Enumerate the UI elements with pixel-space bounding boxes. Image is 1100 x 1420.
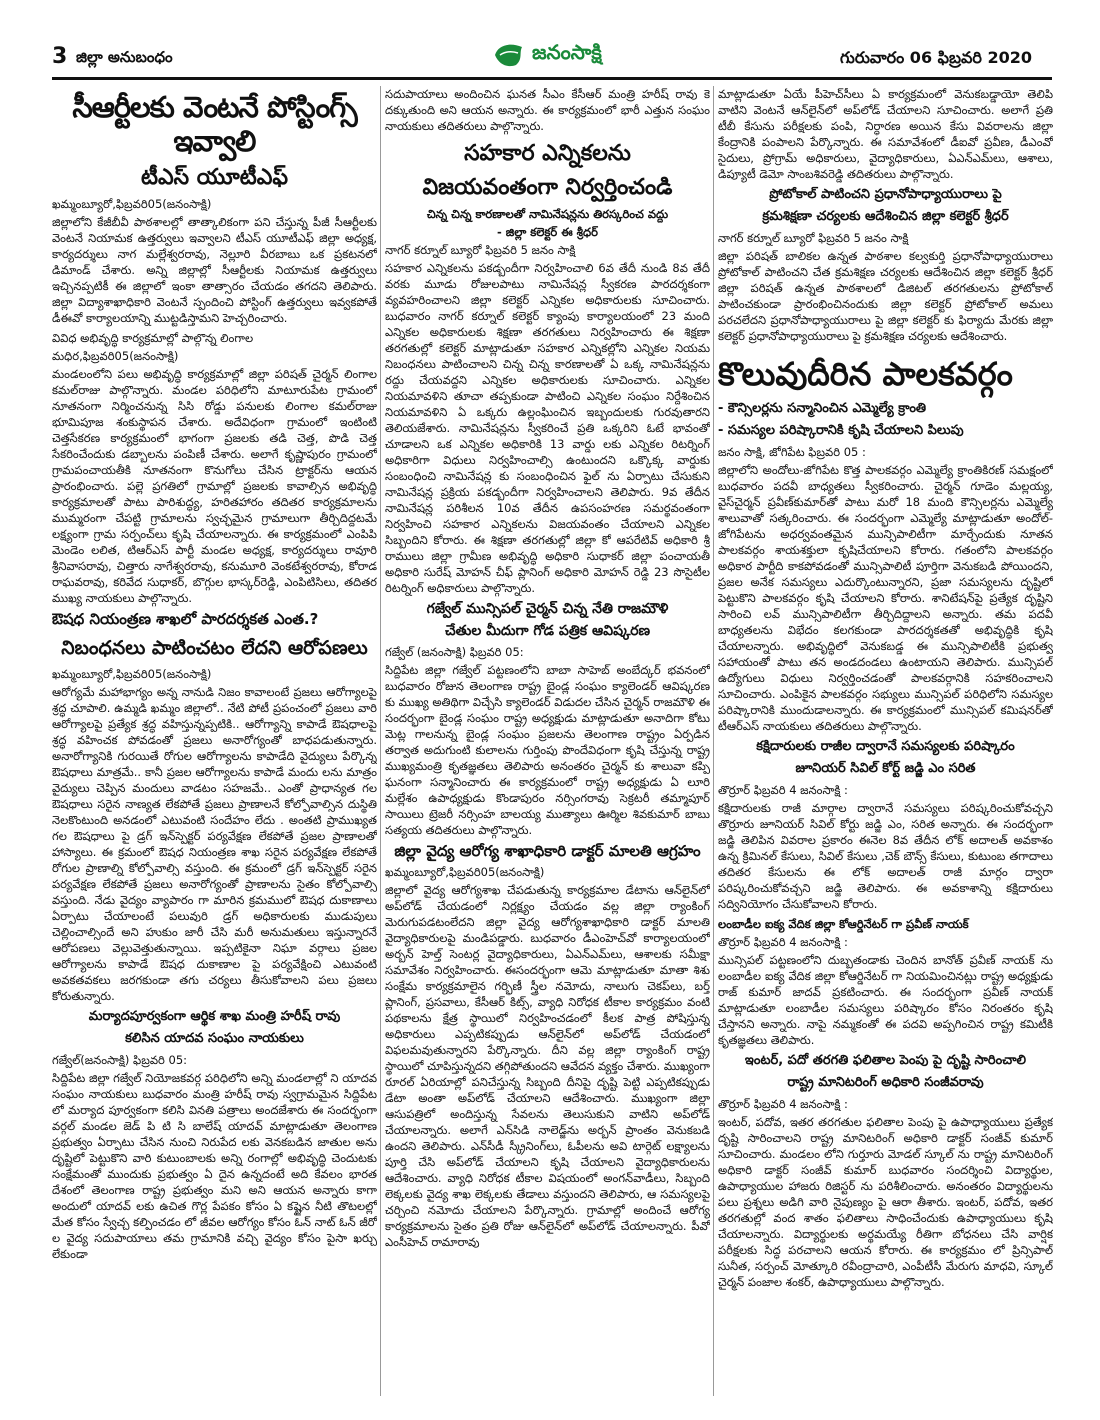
article-new-council — [718, 354, 1053, 734]
newspaper-logo — [492, 40, 602, 69]
section-name: జిల్లా అనుబంధం — [76, 48, 173, 66]
subhead-small: లంబాడీల ఐక్య వేదిక జిల్లా కోఆర్డినేటర్ గా ప్రవీణ్ నాయక్ — [718, 917, 969, 931]
subhead: నిబంధనలు పాటించటం లేదని ఆరోపణలు — [61, 637, 368, 659]
headline: జిల్లా వైద్య ఆరోగ్య శాఖాధికారి డాక్టర్ మాలతి ఆగ్రహం — [394, 842, 701, 860]
column-2 — [385, 86, 710, 1396]
headline: కక్షిదారులకు రాజీల ద్వారానే సమస్యలకు పరిష్కారం — [756, 739, 1015, 754]
dateline: జనం సాక్షి, జోగిపేట ఫిబ్రవరి 05 : — [718, 445, 866, 459]
dateline: నాగర్ కర్నూల్ బ్యూరో ఫిబ్రవరి 5 జనం సాక్షి — [718, 231, 909, 245]
page-number: 3 — [52, 44, 68, 69]
column-1 — [52, 86, 377, 1396]
article-body: కక్షిదారులకు రాజీ మార్గాల ద్వారానే సమస్యలు పరిష్కరించుకోవచ్చని తొర్రూరు జూనియర్ సివిల్ కోర్టు జడ్జి ఎం, సరిత అన్నారు. ఈ సందర్భంగా జడ్జి తెలిపిన వివరాల ప్రకారం ఈనెల 8వ తేదీన లోక్ అదాలత్ అవకాశం ఉన్న క్రిమినల్ కేసులు, సివిల్ కేసులు ,చెక్ బౌన్స్ కేసులు, కుటుంబ తగాదాలు తదితర కేసులను ఈ లోక్ అదాలత్ రాజీ మార్గం ద్వారా పరిష్కరించుకోవచ్చని జడ్జి తెలిపారు. ఈ అవకాశాన్ని కక్షిదారులు సద్వినియోగం చేసుకోవాలని కోరారు. — [718, 801, 1053, 911]
article-body: మున్సిపల్ పట్టణంలోని దుబ్బతండాకు చెందిన బానోత్ ప్రవీణ్ నాయక్ ను లంబాడీల ఐక్య వేదిక జిల్లా కోఆర్డినేటర్ గా నియమించినట్లు రాష్ట్ర అధ్యక్షుడు రాజ్ కుమార్ జాదవ్ ప్రకటించారు. ఈ సందర్భంగా ప్రవీణ్ నాయక్ మాట్లాడుతూ లంబాడీల సమస్యలు పరిష్కారం కోసం నిరంతరం కృషి చేస్తానని అన్నారు. నాపై నమ్మకంతో ఈ పదవి అప్పగించిన రాష్ట్ర కమిటీకి కృతజ్ఞతలు తెలిపారు. — [718, 953, 1053, 1047]
dateline: ఖమ్మంబ్యూరో,ఫిబ్రవరి05(జనంసాక్షి) — [52, 667, 212, 681]
issue-date: గురువారం 06 ఫిబ్రవరి 2020 — [839, 48, 1032, 67]
continued-text: సదుపాయాలు అందించిన ఘనత సీఎం కేసీఆర్ మంత్రి హరీష్ రావు కె దక్కుతుంది అని ఆయన అన్నారు. ఈ కార్యక్రమంలో భారీ ఎత్తున సంఘం నాయకులు తదితరులు పాల్గొన్నారు. — [385, 87, 710, 133]
subhead-small: వివిధ అభివృద్ధి కార్యక్రమాల్లో పాల్గొన్న లింగాల — [52, 331, 254, 345]
dateline: ఖమ్మంబ్యూరో,ఫిబ్రవరి05(జనంసాక్షి) — [52, 197, 212, 211]
article-body: జిల్లాలోని కేజీబీవీ పాఠశాలల్లో తాత్కాలికంగా పని చేస్తున్న పీజీ సీఆర్టీలకు వెంటనే నియామక ఉత్తర్వులు ఇవ్వాలని టీఎస్ యూటీఎఫ్ జిల్లా అధ్యక్ష, కార్యదర్శులు నాగ మల్లేశ్వరరావు, నెల్లూరి వీరబాబు ఒక ప్రకటనలో డిమాండ్ చేశారు. అన్ని జిల్లాల్లో సీఆర్టీలకు నియామక ఉత్తర్వులు ఇచ్చినప్పటికీ ఈ జిల్లాలో ఇంకా తాత్సారం చేయడం తగదని తెలిపారు. జిల్లా విద్యాశాఖాధికారి వెంటనే స్పందించి పోస్టింగ్ ఉత్తర్వులు ఇవ్వకపోతే డీఈవో కార్యాలయాన్ని ముట్టడిస్తామని హెచ్చరించారు. — [52, 215, 377, 325]
headline: మర్యాదపూర్వకంగా ఆర్థిక శాఖ మంత్రి హరీష్ రావు — [88, 1009, 341, 1024]
map-leaf-icon — [492, 41, 526, 69]
subhead: కలిసిన యాదవ సంఘం నాయకులు — [125, 1031, 304, 1046]
dateline: గజ్వేల్ (జనంసాక్షి) ఫిబ్రవరి 05: — [385, 645, 524, 659]
article-body: సిద్దిపేట జిల్లా గజ్వేల్ నియోజకవర్గ పరిధిలోని అన్ని మండలాల్లో ని యాదవ సంఘం నాయకులు బుధవారం మంత్రి హరీష్ రావు స్వగ్రామమైన సిద్దిపేట లో మర్యాద పూర్వకంగా కలిసి వినతి పత్రాలు అందజేశారు ఈ సందర్భంగా వర్గల్ మండల జెడ్ పి టి సి బాలేష్ యాదవ్ మాట్లాడుతూ తెలంగాణ ప్రభుత్వం ఏర్పాటు చేసిన నుంచి నిరుపేద లకు వెనకబడిన జాతుల అను దృష్టిలో పెట్టుకొని వారి కుటుంబాలకు అన్ని రంగాల్లో అభివృద్ధి చెందుటకు సంక్షేమంతో ముందుకు ప్రభుత్వం ఏ దైన ఉన్నదంటే అది కేవలం భారత దేశంలో తెలంగాణ రాష్ట్ర ప్రభుత్వం మని అని ఆయన అన్నారు కాగా అందులో యాదవ్ లకు ఉచిత గొర్ల పేపకం కోసం ఏ కష్టైన నీటి తొటలల్లో మేత కోసం స్వేచ్చ కల్పించడం లో జీవల ఆరోగ్యం కోసం ఓన్ నాట్ ఓన్ జీరో ల వైద్య సదుపాయాలు తమ గ్రామానికి వచ్చి వైద్యం కోసం పైసా ఖర్చు లేకుండా — [52, 1071, 377, 1261]
dateline: నాగర్ కర్నూల్ బ్యూరో ఫిబ్రవరి 5 జనం సాక్షి — [385, 243, 576, 257]
dateline: మధిర,ఫిబ్రవరి05(జనంసాక్షి) — [52, 349, 179, 363]
article-cooperative-elections — [385, 140, 710, 596]
article-harish-rao — [52, 1008, 377, 1262]
headline: సీఆర్టీలకు వెంటనే పోస్టింగ్స్ ఇవ్వాలి — [72, 90, 357, 158]
dateline: తొర్రూర్ ఫిబ్రవరి 4 జనంసాక్షి : — [718, 935, 848, 949]
headline: ఔషధ నియంత్రణ శాఖలో పారదర్శకత ఎంత.? — [52, 610, 319, 628]
dateline: తొర్రూర్ ఫిబ్రవరి 4 జనంసాక్షి : — [718, 783, 848, 797]
article-dmho-malathi — [385, 842, 710, 1250]
article-body: ఆరోగ్యమే మహాభాగ్యం అన్న నానుడి నిజం కావాలంటే ప్రజలు ఆరోగ్యాలపై శ్రద్ధ చూపాలి. ఉమ్మడి ఖమ్మం జిల్లాలో.. నేటి పోటీ ప్రపంచంలో ప్రజలు వారి ఆరోగ్యాలపై ప్రత్యేక శ్రద్ధ వహిస్తున్నప్పటికి.. ఆరోగ్యాన్ని కాపాడే ఔషధాలపై శ్రద్ధ వహించక పోవడంతో ప్రజలు అనారోగ్యంతో బాధపడుతున్నారు. అనారోగ్యానికి గురయితే రోగుల ఆరోగ్యాలను కాపాడేది వైద్యులు పేర్కొన్న ఔషధాలు మాత్రమే.. కానీ ప్రజల ఆరోగ్యాలను కాపాడే మందు లను మాత్రం వైద్యులు చెప్పిన మందులు వాడటం సహజమే.. ఎంతో ప్రాధాన్యత గల ఔషధాలు సరైన నాణ్యత లేకపోతే ప్రజలు ప్రాణాలనే కోల్పోవాల్సిన దుస్థితి నెలకొంటుంది అనడంలో ఎటువంటి సందేహం లేదు . అంతటి ప్రాముఖ్యత గల ఔషధాలు పై డ్రగ్ ఇన్‌స్పెక్టర్ పర్యవేక్షణ లేకపోతే ప్రజల ప్రాణాలతో హాస్యాలు. ఈ క్రమంలో ఔషధ నియంత్రణ శాఖ సరైన పర్యవేక్షణ లేకపోతే రోగుల ప్రాణాల్ని కోల్పోవాల్సి వస్తుంది. ఈ క్రమంలో డ్రగ్ ఇన్‌స్పెక్టర్ సరైన పర్యవేక్షణ లేకపోతే ప్రజలు అనారోగ్యంతో ప్రాణాలను సైతం కోల్పోవాల్సి వస్తుంది. నేడు వైద్యం వ్యాపారం గా మారిన క్రమములో ఔషధ దుకాణాలు ఏర్పాటు చేయాలంటే పలువురి డ్రగ్ అధికారులకు ముడుపులు చెల్లించాల్సిందే అని హుకుం జారీ చేసి మరీ అనుమతులు ఇస్తున్నారనే ఆరోపణలు వెల్లువెత్తుతున్నాయి. ఇప్పటికైనా నిఘా వర్గాలు ప్రజల ఆరోగ్యాలను కాపాడే ఔషధ దుకాణాల పై పర్యవేక్షించి ఎటువంటి అవకతవకలు జరగకుండా తగు చర్యలు తీసుకోవాలని పలు ప్రజలు కోరుతున్నారు. — [52, 685, 377, 1003]
article-body: మండలంలోని పలు అభివృద్ధి కార్యక్రమాల్లో జిల్లా పరిషత్ చైర్మన్ లింగాల కమల్‌రాజు పాల్గొన్నారు. మండల పరిధిలోని మాటూరుపేట గ్రామంలో నూతనంగా నిర్మించనున్న సిసి రోడ్డు పనులకు లింగాల కమల్‌రాజు భూమిపూజ శంకుస్థాపన చేశారు. అదేవిధంగా గ్రామంలో ఇంటింటి చెత్తసేకరణ కార్యక్రమంలో భాగంగా ప్రజలకు తడి చెత్త, పొడి చెత్త సేకరించేందుకు డబ్బాలను పంపిణీ చేశారు. అలాగే కృష్ణాపురం గ్రామంలో గ్రామపంచాయతీకి నూతనంగా కొనుగోలు చేసిన ట్రాక్టర్‌ను ఆయన ప్రారంభించారు. పల్లె ప్రగతిలో గ్రామాల్లో ప్రజలకు కావాల్సిన అభివృద్ధి కార్యక్రమాలతో పాటు పారిశుద్ధ్య, హరితహారం తదితర కార్యక్రమాలను ముమ్మరంగా చేపట్టి గ్రామాలను స్వచ్ఛమైన గ్రామాలుగా తీర్చిదిద్దటమే లక్ష్యంగా గ్రామ సర్పంచ్‌లు కృషి చేయాలన్నారు. ఈ కార్యక్రమంలో ఎంపిపి మెండెం లలిత, టిఆర్ఎస్ పార్టీ మండల అధ్యక్ష, కార్యదర్శులు రావూరి శ్రీనివాసరావు, చిత్తారు నాగేశ్వరరావు, కనుమూరి వెంకటేశ్వరరావు, కోరాడ రాఘవరావు, కరివేద సుధాకర్, బొగ్గుల భాస్కర్‌రెడ్డి, ఎంపిటిసిలు, తదితర ముఖ్య నాయకులు పాల్గొన్నారు. — [52, 367, 377, 605]
subhead: చిన్న చిన్న కారణాలతో నామినేషన్లను తిరస్కరించ వద్దు — [426, 207, 669, 221]
column-divider — [713, 86, 714, 1396]
headline: రాష్ట్ర మానిటరింగ్ అధికారి సంజీవరావు — [787, 1075, 984, 1090]
headline: జూనియర్ సివిల్ కోర్ట్ జడ్జి ఎం సరిత — [795, 761, 976, 776]
article-body: సిద్దిపేట జిల్లా గజ్వేల్ పట్టణంలోని బాబా సాహెబ్ అంబేద్కర్ భవనంలో బుధవారం రోజున తెలంగాణ రాష్ట్ర బైండ్ల సంఘం క్యాలెండర్ ఆవిష్కరణ కు ముఖ్య అతిథిగా విచ్చేసి క్యాలెండర్ విడుదల చేసిన చైర్మన్ రాజమౌళి ఈ సందర్భంగా బైండ్ల సంఘం రాష్ట్ర అధ్యక్షుడు మాట్లాడుతూ అనాదిగా కోటు మెట్ల గాలనున్న బైండ్ల సంఘం ప్రజలను తెలంగాణ రాష్ట్రం ఏర్పడిన తర్వాత అదుగుంటి కులాలను గుర్తింపు పొందేవిధంగా కృషి చేస్తున్న రాష్ట్ర ముఖ్యమంత్రి కృతజ్ఞతలు తెలిపారు అనంతరం చైర్మన్ కు శాలువా కప్పి ఘనంగా సన్మానించారు ఈ కార్యక్రమంలో రాష్ట్ర అధ్యక్షుడు ఏ లూరి మల్లేశం ఉపాధ్యక్షుడు కొండాపురం నర్సింగరావు సెక్రటరీ తమ్మాపూర్ సాయిలు ట్రెజరీ నర్సింహ బాలయ్య ముత్యాలు ఊర్మిల శివకుమార్ బాబు సత్యయ తదితరులు పాల్గొన్నారు. — [385, 663, 710, 837]
article-inter-results — [718, 1052, 1053, 1290]
logo-text: జనంసాక్షి — [532, 40, 602, 64]
headline: ప్రోటోకాల్ పాటించని ప్రధానోపాధ్యాయురాలు పై — [769, 187, 1002, 202]
continued-text: మాట్లాడుతూ ఏయే పీహెచ్‌సీలు ఏ కార్యక్రమంలో వెనుకబడ్డాయో తెలిపి వాటిని వెంటనే ఆన్‌లైన్‌లో అప్‌లోడ్ చేయాలని సూచించారు. అలాగే ప్రతి టీబీ కేసును పరీక్షలకు పంపి, నిర్ధారణ అయిన కేసు వివరాలను జిల్లా కేంద్రానికి పంపాలని పేర్కొన్నారు. ఈ సమావేశంలో డీఐవో ప్రవీణ, డీఎంవో సైదులు, ప్రోగ్రామ్ అధికారులు, వైద్యాధికారులు, ఏఎన్ఎమ్‌లు, ఆశాలు, డిప్యూటీ డెమో సాంబశివరెడ్డి తదితరులు పాల్గొన్నారు. — [718, 87, 1053, 181]
article-body: ఇంటర్, పదోవ, ఇతర తరగతుల ఫలితాల పెంపు పై ఉపాధ్యాయులు ప్రత్యేక దృష్టి సారించాలని రాష్ట్ర మానిటరింగ్ అధికారి డాక్టర్ సంజీవ్ కుమార్ సూచించారు. మండలం లోని గుర్తూరు మోడల్ స్కూల్ ను రాష్ట్ర మానిటరింగ్ అధికారి డాక్టర్ సంజీవ్ కుమార్ బుధవారం సందర్శించి విద్యార్థుల, ఉపాధ్యాయుల హాజరు రిజిస్టర్ ను పరిశీలించారు. అనంతరం విద్యార్థులను పలు ప్రశ్నలు అడిగి వారి నైపుణ్యం పై ఆరా తీశారు. ఇంటర్, పదోవ, ఇతర తరగతుల్లో వంద శాతం ఫలితాలు సాధించేందుకు ఉపాధ్యాయులు కృషి చేయాలన్నారు. విద్యార్థులకు అర్థమయ్యే రీతిగా బోధనలు చేసి వార్షిక పరీక్షలకు సిద్ధ పరచాలని ఆయన కోరారు. ఈ కార్యక్రమం లో ప్రిన్సిపాల్ సునీత, సర్పంచ్ మోత్కూరి రవీంద్రాచారి, ఎంపీటీసీ మేరుగు మాధవి, స్కూల్ చైర్మన్ పంజాల శంకర్, ఉపాధ్యాయులు పాల్గొన్నారు. — [718, 1115, 1053, 1289]
headline: సహకార ఎన్నికలను — [464, 141, 631, 166]
article-body: జిల్లా పరిషత్ బాలికల ఉన్నత పాఠశాల కల్వకుర్తి ప్రధానోపాధ్యాయురాలు ప్రోటోకాల్ పాటించని చేత క్రమశిక్షణ చర్యలకు ఆదేశించిన జిల్లా కలెక్టర్ శ్రీధర్ జిల్లా పరిషత్ ఉన్నత పాఠశాలలో డిజిటల్ తరగతులను ప్రోటోకాల్ పాటించకుండా ప్రారంభించినందుకు జిల్లా కలెక్టర్ ప్రోటోకాల్ అమలు పరచలేదని ప్రధానోపాధ్యాయురాలు పై జిల్లా కలెక్టర్ కు ఫిర్యాదు మేరకు జిల్లా కలెక్టర్ ప్రధానోపాధ్యాయురాలు పై క్రమశిక్షణ చర్యలకు ఆదేశించారు. — [718, 249, 1053, 343]
article-crt-postings — [52, 90, 377, 606]
headline: ఇంటర్, పదో తరగతి ఫలితాల పెంపు పై దృష్టి సారించాలి — [744, 1053, 1027, 1068]
article-drug-control — [52, 610, 377, 1004]
header-rule — [52, 77, 1052, 80]
article-gajwel-chairman — [385, 600, 710, 838]
column-3 — [718, 86, 1053, 1396]
article-body: జిల్లాలో వైద్య ఆరోగ్యశాఖ చేపడుతున్న కార్యక్రమాల డేటాను ఆన్‌లైన్‌లో అప్‌లోడ్ చేయడంలో నిర్లక్ష్యం చేయడం వల్ల జిల్లా ర్యాంకింగ్ మెరుగుపడటంలేదని జిల్లా వైద్య ఆరోగ్యశాఖాధికారి డాక్టర్ మాలతి వైద్యాధికారులపై మండిపడ్డారు. బుధవారం డీఎంహెచ్‌వో కార్యాలయంలో అర్బన్ హెల్త్ సెంటర్ల వైద్యాధికారులు, ఏఎన్ఎమ్‌లు, ఆశాలకు సమీక్షా సమావేశం నిర్వహించారు. ఈసందర్భంగా ఆమె మాట్లాడుతూ మాతా శిశు సంక్షేమ కార్యక్రమాలైన గర్భిణీ స్త్రీల నమోదు, నాలుగు చెకప్‌లు, బర్త్ ప్లానింగ్, ప్రసవాలు, కేసీఆర్ కిట్స్, వ్యాధి నిరోధక టీకాల కార్యక్రమం వంటి పథకాలను క్షేత్ర స్థాయిలో నిర్వహించడంలో కీలక పాత్ర పోషిస్తున్న అధికారులు ఎప్పటికప్పుడు ఆన్‌లైన్‌లో అప్‌లోడ్ చేయడంలో విఫలమవుతున్నారని పేర్కొన్నారు. దీని వల్ల జిల్లా ర్యాంకింగ్ రాష్ట్ర స్థాయిలో చూపిస్తున్నదని తగ్గిపోతుందని ఆవేదన వ్యక్తం చేశారు. ముఖ్యంగా రూరల్ ఏరియాల్లో పనిచేస్తున్న సిబ్బంది దీనిపై దృష్టి పెట్టి ఎప్పటికప్పుడు డేటా అంతా అప్‌లోడ్ చేయాలని ఆదేశించారు. ముఖ్యంగా జిల్లా ఆసుపత్రిలో అందిస్తున్న సేవలను తెలుసుకుని వాటిని అప్‌లోడ్ చేయాలన్నారు. అలాగే ఎన్‌సిడి నాలెడ్జ్‌ను అర్బన్ ప్రాంతం వెనుకబడి ఉందని తెలిపారు. ఎన్‌సీడీ స్క్రీనింగ్‌లు, ఓపీలను అవి టార్గెట్ లక్ష్యాలను పూర్తి చేసి అప్‌లోడ్ చేయాలని కృషి చేయాలని వైద్యాధికారులను ఆదేశించారు. వ్యాధి నిరోధక టీకాల విషయంలో అంగన్‌వాడీలు, సిబ్బంది లెక్కలకు వైద్య శాఖ లెక్కలకు తేడాలు వస్తుందని తెలిపారు, ఆ సమస్యలపై చర్చించి నమోదు చేయాలని పేర్కొన్నారు. గ్రామాల్లో అందించే ఆరోగ్య కార్యక్రమాలను సైతం ప్రతి రోజు ఆన్‌లైన్‌లో అప్‌లోడ్ చేయాలన్నారు. పీవో ఎంసీహెచ్ రామారావు — [385, 883, 710, 1249]
dateline: గజ్వేల్(జనంసాక్షి) ఫిబ్రవరి 05: — [52, 1053, 188, 1067]
column-divider — [380, 86, 381, 1396]
headline: విజయవంతంగా నిర్వర్తించండి — [422, 175, 673, 200]
headline: గజ్వేల్ మున్సిపల్ చైర్మన్ చిన్న నేతి రాజమౌళి — [426, 601, 669, 617]
article-body: సహకార ఎన్నికలను పకడ్బందీగా నిర్వహించాలి 6వ తేదీ నుండి 8వ తేదీ వరకు మూడు రోజులపాటు నామినేషన్ల స్వీకరణ పారదర్శకంగా వ్యవహరించాలని జిల్లా కలెక్టర్ ఎన్నికల అధికారులకు సూచించారు. బుధవారం నాగర్ కర్నూల్ కలెక్టర్ క్యాంపు కార్యాలయంలో 23 మంది ఎన్నికల అధికారులకు శిక్షణా తరగతులు నిర్వహించారు ఈ శిక్షణా తరగతుల్లో కలెక్టర్ మాట్లాడుతూ సహకార ఎన్నికల్లోని ఎన్నికల నియమ నిబంధనలు పాటించాలని చిన్న చిన్న కారణాలతో ఏ ఒక్క నామినేషన్లను రద్దు చేయవద్దని ఎన్నికల అధికారులకు సూచించారు. ఎన్నికల నియమావళిని తూచా తప్పకుండా పాటించి ఎన్నికల సంఘం నిర్దేశించిన నియమావళిని ఏ ఒక్కరు ఉల్లంఘించిన ఇబ్బందులకు గురవుతారని తెలియజేశారు. నామినేషన్లను స్వీకరించే ప్రతి ఒక్కరిని ఓటే భావంతో చూడాలని ఒక ఎన్నికల అధికారికి 13 వార్డు లకు ఎన్నికల రిటర్నింగ్ అధికారిగా విధులు నిర్వహించాల్సి ఉంటుందని ఒక్కొక్క వార్డుకు సంబంధించి నామినేషన్ల కు సంబంధించిన ఫైల్ ను ఏర్పాటు చేసుకుని నామినేషన్ల ప్రక్రియ పకడ్బందీగా నిర్వహించాలని తెలిపారు. 9వ తేదీన నామినేషన్ల పరిశీలన 10వ తేదీన ఉపసంహరణ సమర్థవంతంగా నిర్వహించి సహకార ఎన్నికలను విజయవంతం చేయాలని ఎన్నికల సిబ్బందిని కోరారు. ఈ శిక్షణా తరగతుల్లో జిల్లా కో ఆపరేటివ్ అధికారి శ్రీ రాములు జిల్లా గ్రామీణ అభివృద్ధి అధికారి సుధాకర్ జిల్లా పంచాయతీ అధికారి సురేష్ మోహన్ చీఫ్ ప్లానింగ్ అధికారి మోహన్ రెడ్డి 23 సొసైటీల రిటర్నింగ్ అధికారులు పాల్గొన్నారు. — [385, 261, 710, 595]
headline: క్రమశిక్షణా చర్యలకు ఆదేశించిన జిల్లా కలెక్టర్ శ్రీధర్ — [762, 209, 1009, 224]
subhead: - సమస్యల పరిష్కారానికి కృషి చేయాలని పిలుపు — [718, 423, 964, 438]
dateline: తొర్రూర్ ఫిబ్రవరి 4 జనంసాక్షి : — [718, 1097, 848, 1111]
article-protocol-headmistress — [718, 186, 1053, 344]
masthead — [52, 40, 1052, 74]
subhead: - కౌన్సిలర్లను సన్మానించిన ఎమ్మెల్యే క్రాంతి — [718, 401, 927, 416]
article-body: జిల్లాలోని అందోలు-జోగిపేట కొత్త పాలకవర్గం ఎమ్మెల్యే క్రాంతికిరణ్ సమక్షంలో బుధవారం పదవీ బాధ్యతలు స్వీకరించారు. చైర్మన్ గూడెం మల్లయ్య, వైస్‌చైర్మన్ ప్రవీణ్‌కుమార్‌తో పాటు మరో 18 మంది కౌన్సిలర్లను ఎమ్మెల్యే శాలువాతో సత్కరించారు. ఈ సందర్భంగా ఎమ్మెల్యే మాట్లాడుతూ అందోల్-జోగిపేటను అధర్వవంతమైన మున్సిపాలిటీగా మార్చేందుకు నూతన పాలకవర్గం శాయశక్తులా కృషిచేయాలని కోరారు. గతంలోని పాలకవర్గం అధికార పార్టీది కాకపోవడంతో మున్సిపాలిటీ పూర్తిగా వెనుకబడి పోయిందని, ప్రజల అనేక సమస్యలు ఎదుర్కొంటున్నారని, ప్రజా సమస్యలను దృష్టిలో పెట్టుకొని పాలకవర్గం కృషి చేయాలని కోరారు. శానిటేషన్‌పై ప్రత్యేక దృష్టిని సారించి లవ్ మున్సిపాలిటీగా తీర్చిదిద్దాలని అన్నారు. తమ పదవీ బాధ్యతలను విభేదం కలగకుండా పారదర్శకతతో అభివృద్ధికి కృషి చేయాలన్నారు. అభివృద్ధిలో వెనుకబడ్డ ఈ మున్సిపాలిటీకి ప్రభుత్వ సహాయంతో పాటు తన అండదండలు ఉంటాయని తెలిపారు. మున్సిపల్ ఉద్యోగులు విధులు నిర్వర్తించడంతో పాలకవర్గానికి సహకరించాలని సూచించారు. ఎంపికైన పాలకవర్గం సభ్యులు మున్సిపల్ పరిధిలోని సమస్యల పరిష్కారానికి ముందుడాలన్నారు. ఈ కార్యక్రమంలో మున్సిపల్ కమిషనర్‌తో టీఆర్ఎస్ నాయకులు తదితరులు పాల్గొన్నారు. — [718, 463, 1053, 733]
headline: చేతుల మీదుగా గోడ పత్రిక ఆవిష్కరణ — [444, 623, 651, 639]
dateline: ఖమ్మంబ్యూరో,ఫిబ్రవరి05(జనంసాక్షి) — [385, 865, 545, 879]
subhead: టీఎస్ యూటీఎఫ్ — [141, 165, 288, 190]
byline: - జిల్లా కలెక్టర్ ఈ శ్రీధర్ — [497, 225, 598, 239]
headline: కొలువుదీరిన పాలకవర్గం — [718, 355, 1013, 393]
article-lok-adalat — [718, 738, 1053, 1048]
